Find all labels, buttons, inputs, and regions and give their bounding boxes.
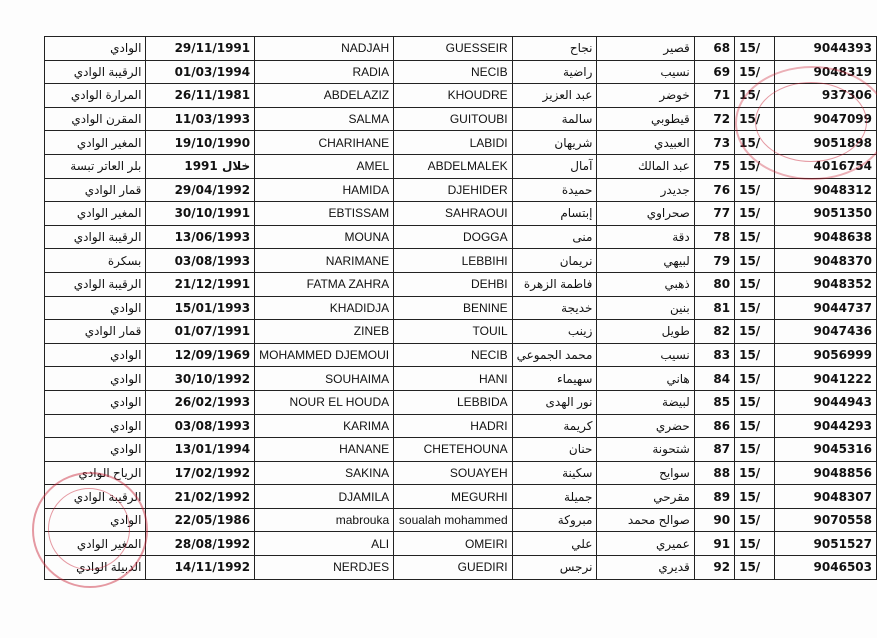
row-number-cell: 77 [694, 202, 734, 226]
birthdate-cell: خلال 1991 [146, 154, 255, 178]
last-name-arabic-cell: هاني [597, 367, 694, 391]
last-name-latin-cell: HADRI [394, 414, 513, 438]
birthdate-cell: 15/01/1993 [146, 296, 255, 320]
first-name-arabic-cell: جميلة [512, 485, 597, 509]
birthplace-cell: بسكرة [45, 249, 146, 273]
last-name-latin-cell: LEBBIHI [394, 249, 513, 273]
wilaya-code-cell: 15/ [735, 367, 775, 391]
row-number-cell: 79 [694, 249, 734, 273]
birthdate-cell: 13/06/1993 [146, 225, 255, 249]
last-name-arabic-cell: نسيب [597, 343, 694, 367]
wilaya-code-cell: 15/ [735, 225, 775, 249]
first-name-arabic-cell: حنان [512, 438, 597, 462]
wilaya-code-cell: 15/ [735, 272, 775, 296]
birthdate-cell: 29/11/1991 [146, 37, 255, 61]
registration-id-cell: 9048856 [775, 461, 877, 485]
first-name-latin-cell: NOUR EL HOUDA [255, 390, 394, 414]
first-name-arabic-cell: سهيماء [512, 367, 597, 391]
row-number-cell: 76 [694, 178, 734, 202]
wilaya-code-cell: 15/ [735, 178, 775, 202]
row-number-cell: 92 [694, 556, 734, 580]
registration-id-cell: 9048352 [775, 272, 877, 296]
last-name-latin-cell: MEGURHI [394, 485, 513, 509]
last-name-arabic-cell: عبد المالك [597, 154, 694, 178]
wilaya-code-cell: 15/ [735, 37, 775, 61]
first-name-latin-cell: KARIMA [255, 414, 394, 438]
wilaya-code-cell: 15/ [735, 556, 775, 580]
registration-id-cell: 4016754 [775, 154, 877, 178]
first-name-latin-cell: CHARIHANE [255, 131, 394, 155]
last-name-latin-cell: BENINE [394, 296, 513, 320]
birthplace-cell: الوادي [45, 508, 146, 532]
birthplace-cell: بلر العاتر تبسة [45, 154, 146, 178]
birthdate-cell: 17/02/1992 [146, 461, 255, 485]
row-number-cell: 86 [694, 414, 734, 438]
birthplace-cell: الدبيلة الوادي [45, 556, 146, 580]
last-name-arabic-cell: طويل [597, 320, 694, 344]
first-name-latin-cell: HANANE [255, 438, 394, 462]
last-name-arabic-cell: صوالح محمد [597, 508, 694, 532]
first-name-arabic-cell: منى [512, 225, 597, 249]
wilaya-code-cell: 15/ [735, 107, 775, 131]
first-name-arabic-cell: آمال [512, 154, 597, 178]
table-row [45, 37, 877, 61]
birthplace-cell: الرقيبة الوادي [45, 225, 146, 249]
last-name-arabic-cell: العبيدي [597, 131, 694, 155]
last-name-arabic-cell: قصير [597, 37, 694, 61]
birthplace-cell: الرقيبة الوادي [45, 60, 146, 84]
table-row [45, 367, 877, 391]
registration-id-cell: 9047099 [775, 107, 877, 131]
first-name-latin-cell: ZINEB [255, 320, 394, 344]
row-number-cell: 71 [694, 84, 734, 108]
table-row [45, 178, 877, 202]
registration-id-cell: 9045316 [775, 438, 877, 462]
birthplace-cell: المقرن الوادي [45, 107, 146, 131]
wilaya-code-cell: 15/ [735, 296, 775, 320]
row-number-cell: 87 [694, 438, 734, 462]
wilaya-code-cell: 15/ [735, 485, 775, 509]
registration-id-cell: 9048319 [775, 60, 877, 84]
wilaya-code-cell: 15/ [735, 414, 775, 438]
first-name-arabic-cell: شريهان [512, 131, 597, 155]
table-row [45, 461, 877, 485]
birthdate-cell: 03/08/1993 [146, 249, 255, 273]
birthdate-cell: 03/08/1993 [146, 414, 255, 438]
row-number-cell: 90 [694, 508, 734, 532]
birthplace-cell: المغير الوادي [45, 532, 146, 556]
table-row [45, 414, 877, 438]
last-name-arabic-cell: حضري [597, 414, 694, 438]
first-name-latin-cell: HAMIDA [255, 178, 394, 202]
first-name-arabic-cell: عبد العزيز [512, 84, 597, 108]
table-row [45, 508, 877, 532]
row-number-cell: 72 [694, 107, 734, 131]
registration-id-cell: 9046503 [775, 556, 877, 580]
last-name-arabic-cell: دقة [597, 225, 694, 249]
row-number-cell: 83 [694, 343, 734, 367]
last-name-latin-cell: HANI [394, 367, 513, 391]
birthplace-cell: الرقيبة الوادي [45, 485, 146, 509]
first-name-latin-cell: ALI [255, 532, 394, 556]
last-name-latin-cell: LABIDI [394, 131, 513, 155]
wilaya-code-cell: 15/ [735, 461, 775, 485]
first-name-latin-cell: SAKINA [255, 461, 394, 485]
first-name-arabic-cell: كريمة [512, 414, 597, 438]
birthplace-cell: الوادي [45, 343, 146, 367]
row-number-cell: 73 [694, 131, 734, 155]
registration-id-cell: 9044293 [775, 414, 877, 438]
birthplace-cell: الوادي [45, 367, 146, 391]
first-name-arabic-cell: حميدة [512, 178, 597, 202]
row-number-cell: 80 [694, 272, 734, 296]
row-number-cell: 69 [694, 60, 734, 84]
birthdate-cell: 11/03/1993 [146, 107, 255, 131]
last-name-latin-cell: DEHBI [394, 272, 513, 296]
registration-id-cell: 9044393 [775, 37, 877, 61]
birthdate-cell: 01/03/1994 [146, 60, 255, 84]
last-name-arabic-cell: عميري [597, 532, 694, 556]
table-row [45, 438, 877, 462]
table-row [45, 485, 877, 509]
row-number-cell: 85 [694, 390, 734, 414]
last-name-latin-cell: CHETEHOUNA [394, 438, 513, 462]
last-name-latin-cell: NECIB [394, 60, 513, 84]
registration-id-cell: 9048370 [775, 249, 877, 273]
last-name-arabic-cell: نسيب [597, 60, 694, 84]
birthplace-cell: الوادي [45, 414, 146, 438]
first-name-arabic-cell: نرجس [512, 556, 597, 580]
registration-id-cell: 9056999 [775, 343, 877, 367]
first-name-arabic-cell: نجاح [512, 37, 597, 61]
last-name-arabic-cell: جديدر [597, 178, 694, 202]
wilaya-code-cell: 15/ [735, 320, 775, 344]
first-name-arabic-cell: مبروكة [512, 508, 597, 532]
birthdate-cell: 29/04/1992 [146, 178, 255, 202]
birthplace-cell: الوادي [45, 438, 146, 462]
last-name-arabic-cell: صحراوي [597, 202, 694, 226]
first-name-latin-cell: RADIA [255, 60, 394, 84]
registration-id-cell: 9047436 [775, 320, 877, 344]
registration-id-cell: 9044943 [775, 390, 877, 414]
last-name-latin-cell: LEBBIDA [394, 390, 513, 414]
first-name-latin-cell: MOUNA [255, 225, 394, 249]
last-name-arabic-cell: قيطوبي [597, 107, 694, 131]
row-number-cell: 89 [694, 485, 734, 509]
wilaya-code-cell: 15/ [735, 249, 775, 273]
birthplace-cell: المرارة الوادي [45, 84, 146, 108]
birthplace-cell: الرقيبة الوادي [45, 272, 146, 296]
table-row [45, 343, 877, 367]
last-name-latin-cell: SAHRAOUI [394, 202, 513, 226]
first-name-arabic-cell: محمد الجموعي [512, 343, 597, 367]
registration-id-cell: 9044737 [775, 296, 877, 320]
table-row [45, 249, 877, 273]
last-name-latin-cell: GUITOUBI [394, 107, 513, 131]
birthdate-cell: 14/11/1992 [146, 556, 255, 580]
first-name-arabic-cell: زينب [512, 320, 597, 344]
wilaya-code-cell: 15/ [735, 343, 775, 367]
registration-id-cell: 9041222 [775, 367, 877, 391]
table-row [45, 556, 877, 580]
birthdate-cell: 28/08/1992 [146, 532, 255, 556]
birthdate-cell: 13/01/1994 [146, 438, 255, 462]
last-name-arabic-cell: سوايح [597, 461, 694, 485]
wilaya-code-cell: 15/ [735, 84, 775, 108]
birthplace-cell: قمار الوادي [45, 320, 146, 344]
birthplace-cell: قمار الوادي [45, 178, 146, 202]
last-name-arabic-cell: ذهبي [597, 272, 694, 296]
table-row [45, 532, 877, 556]
wilaya-code-cell: 15/ [735, 438, 775, 462]
row-number-cell: 91 [694, 532, 734, 556]
row-number-cell: 81 [694, 296, 734, 320]
last-name-latin-cell: DJEHIDER [394, 178, 513, 202]
registration-id-cell: 9048307 [775, 485, 877, 509]
registration-id-cell: 9051898 [775, 131, 877, 155]
first-name-latin-cell: NARIMANE [255, 249, 394, 273]
first-name-arabic-cell: فاطمة الزهرة [512, 272, 597, 296]
wilaya-code-cell: 15/ [735, 131, 775, 155]
table-row [45, 320, 877, 344]
first-name-latin-cell: KHADIDJA [255, 296, 394, 320]
first-name-arabic-cell: نريمان [512, 249, 597, 273]
birthdate-cell: 12/09/1969 [146, 343, 255, 367]
row-number-cell: 82 [694, 320, 734, 344]
first-name-latin-cell: AMEL [255, 154, 394, 178]
last-name-arabic-cell: لبيهي [597, 249, 694, 273]
first-name-arabic-cell: إبتسام [512, 202, 597, 226]
official-stamp-top-right [735, 66, 877, 180]
birthplace-cell: المغير الوادي [45, 131, 146, 155]
wilaya-code-cell: 15/ [735, 154, 775, 178]
last-name-latin-cell: GUEDIRI [394, 556, 513, 580]
first-name-latin-cell: EBTISSAM [255, 202, 394, 226]
registration-id-cell: 9051527 [775, 532, 877, 556]
birthplace-cell: الوادي [45, 390, 146, 414]
birthdate-cell: 01/07/1991 [146, 320, 255, 344]
wilaya-code-cell: 15/ [735, 508, 775, 532]
birthdate-cell: 21/02/1992 [146, 485, 255, 509]
birthplace-cell: المغير الوادي [45, 202, 146, 226]
last-name-latin-cell: GUESSEIR [394, 37, 513, 61]
registration-id-cell: 9051350 [775, 202, 877, 226]
first-name-latin-cell: NERDJES [255, 556, 394, 580]
row-number-cell: 84 [694, 367, 734, 391]
first-name-latin-cell: ABDELAZIZ [255, 84, 394, 108]
birthdate-cell: 22/05/1986 [146, 508, 255, 532]
birthdate-cell: 30/10/1992 [146, 367, 255, 391]
official-stamp-bottom-left [32, 472, 148, 588]
table-row [45, 202, 877, 226]
first-name-arabic-cell: سالمة [512, 107, 597, 131]
last-name-latin-cell: TOUIL [394, 320, 513, 344]
row-number-cell: 78 [694, 225, 734, 249]
birthdate-cell: 19/10/1990 [146, 131, 255, 155]
first-name-arabic-cell: علي [512, 532, 597, 556]
last-name-arabic-cell: قديري [597, 556, 694, 580]
wilaya-code-cell: 15/ [735, 532, 775, 556]
last-name-arabic-cell: بنين [597, 296, 694, 320]
table-row [45, 272, 877, 296]
row-number-cell: 75 [694, 154, 734, 178]
last-name-arabic-cell: لبيضة [597, 390, 694, 414]
last-name-latin-cell: NECIB [394, 343, 513, 367]
last-name-arabic-cell: مقرحي [597, 485, 694, 509]
registration-id-cell: 9048638 [775, 225, 877, 249]
table-row [45, 60, 877, 84]
wilaya-code-cell: 15/ [735, 60, 775, 84]
registration-id-cell: 9048312 [775, 178, 877, 202]
row-number-cell: 88 [694, 461, 734, 485]
last-name-latin-cell: KHOUDRE [394, 84, 513, 108]
first-name-latin-cell: SOUHAIMA [255, 367, 394, 391]
first-name-arabic-cell: نور الهدى [512, 390, 597, 414]
wilaya-code-cell: 15/ [735, 202, 775, 226]
first-name-latin-cell: MOHAMMED DJEMOUI [255, 343, 394, 367]
birthdate-cell: 30/10/1991 [146, 202, 255, 226]
last-name-latin-cell: soualah mohammed [394, 508, 513, 532]
first-name-latin-cell: mabrouka [255, 508, 394, 532]
first-name-arabic-cell: خديجة [512, 296, 597, 320]
first-name-arabic-cell: راضية [512, 60, 597, 84]
last-name-arabic-cell: خوضر [597, 84, 694, 108]
registration-id-cell: 937306 [775, 84, 877, 108]
birthdate-cell: 21/12/1991 [146, 272, 255, 296]
last-name-latin-cell: SOUAYEH [394, 461, 513, 485]
last-name-latin-cell: ABDELMALEK [394, 154, 513, 178]
first-name-latin-cell: FATMA ZAHRA [255, 272, 394, 296]
birthplace-cell: الوادي [45, 37, 146, 61]
table-row [45, 390, 877, 414]
birthdate-cell: 26/11/1981 [146, 84, 255, 108]
table-row [45, 225, 877, 249]
row-number-cell: 68 [694, 37, 734, 61]
registration-id-cell: 9070558 [775, 508, 877, 532]
first-name-arabic-cell: سكينة [512, 461, 597, 485]
birthplace-cell: الرياح الوادي [45, 461, 146, 485]
first-name-latin-cell: DJAMILA [255, 485, 394, 509]
last-name-latin-cell: OMEIRI [394, 532, 513, 556]
table-row [45, 296, 877, 320]
first-name-latin-cell: NADJAH [255, 37, 394, 61]
birthdate-cell: 26/02/1993 [146, 390, 255, 414]
last-name-arabic-cell: شتحونة [597, 438, 694, 462]
first-name-latin-cell: SALMA [255, 107, 394, 131]
last-name-latin-cell: DOGGA [394, 225, 513, 249]
birthplace-cell: الوادي [45, 296, 146, 320]
wilaya-code-cell: 15/ [735, 390, 775, 414]
